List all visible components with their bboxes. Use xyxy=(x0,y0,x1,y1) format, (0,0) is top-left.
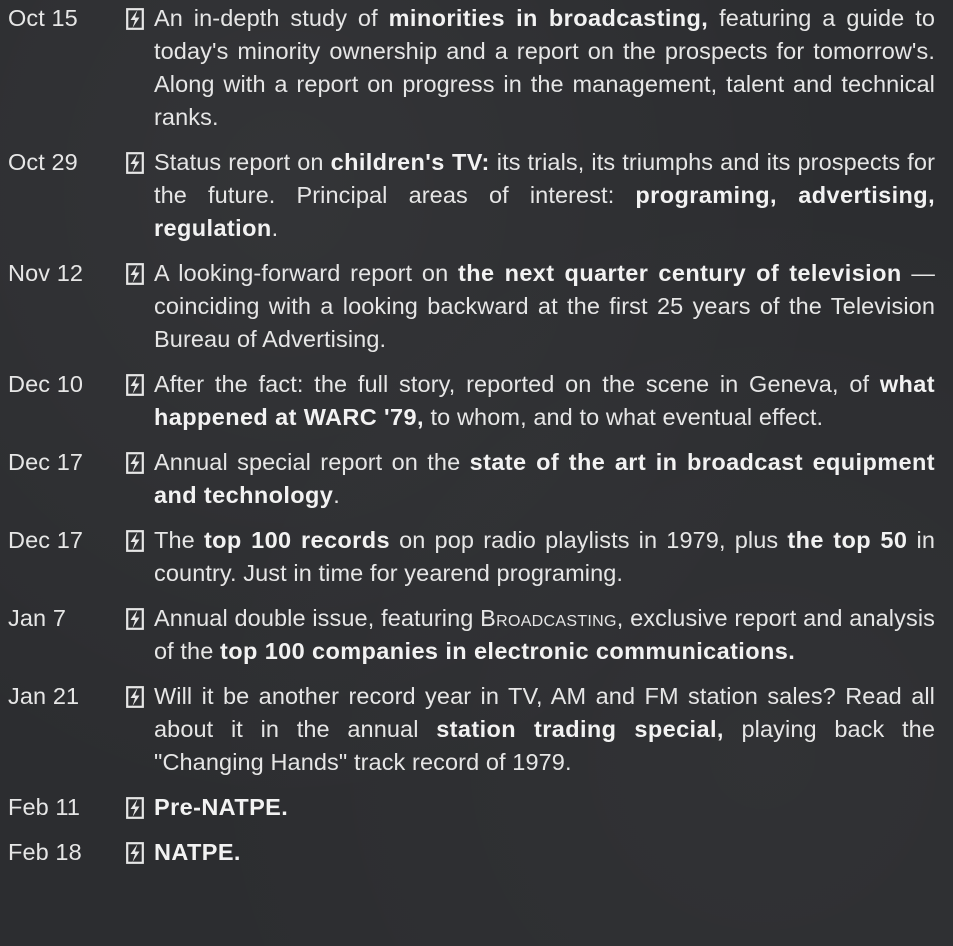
lightning-box-icon xyxy=(126,257,154,290)
entry-highlight: state of the art in broadcast equipment and technology xyxy=(154,449,935,508)
entry-text: — coinciding with a looking backward at the first 25 years of the Television Bureau of Advertising. xyxy=(154,260,935,352)
entry-description xyxy=(154,680,935,779)
entry-date: Dec 10 xyxy=(8,371,84,397)
entry-text: The xyxy=(154,527,204,553)
entry-highlight: children's TV: xyxy=(330,149,490,175)
entry-description xyxy=(154,257,935,356)
entry-description xyxy=(154,446,935,512)
lightning-box-icon xyxy=(126,368,154,401)
entry-text: Will it be another record year in TV, AM and FM station sales? Read all about it in the annual xyxy=(154,683,935,742)
entry-description xyxy=(154,836,935,869)
entry-text: . xyxy=(271,215,279,241)
entry-text: , exclusive report and analysis of the xyxy=(154,605,935,664)
entry-highlight: the next quarter century of television xyxy=(458,260,902,286)
lightning-box-icon xyxy=(126,2,154,35)
entry-highlight: minorities in broadcasting, xyxy=(388,5,709,31)
entry-highlight: Pre-NATPE. xyxy=(154,794,289,820)
entry-highlight: the top 50 xyxy=(787,527,908,553)
schedule-entry xyxy=(8,2,935,134)
entry-date: Nov 12 xyxy=(8,260,84,286)
entry-text: After the fact: the full story, reported on the scene in Geneva, of xyxy=(154,371,880,397)
lightning-box-icon xyxy=(126,524,154,557)
entry-text: featuring a guide to today's minority ownership and a report on the prospects for tomorrow's. Along with a report on progress in the management, talent and technical ranks. xyxy=(154,5,936,130)
entry-text: its trials, its triumphs and its prospects for the future. Principal areas of interest: xyxy=(154,149,935,208)
entry-description xyxy=(154,368,935,434)
schedule-entry xyxy=(8,368,935,434)
entry-text: Status report on xyxy=(154,149,331,175)
entry-text: Annual double issue, featuring xyxy=(154,605,481,631)
entry-text: . xyxy=(333,482,340,508)
entry-description xyxy=(154,2,935,134)
entry-description xyxy=(154,791,935,824)
schedule-list xyxy=(8,2,935,869)
entry-date: Dec 17 xyxy=(8,527,84,553)
entry-date: Oct 29 xyxy=(8,149,78,175)
entry-date: Dec 17 xyxy=(8,449,84,475)
entry-text: in country. Just in time for yearend programing. xyxy=(154,527,935,586)
entry-highlight: station trading special, xyxy=(436,716,724,742)
entry-text: Annual special report on the xyxy=(154,449,470,475)
entry-text: An in-depth study of xyxy=(154,5,389,31)
entry-text: Broadcasting xyxy=(480,605,617,631)
schedule-entry xyxy=(8,257,935,356)
schedule-entry xyxy=(8,146,935,245)
lightning-box-icon xyxy=(126,602,154,635)
entry-text: to whom, and to what eventual effect. xyxy=(423,404,824,430)
lightning-box-icon xyxy=(126,836,154,869)
schedule-entry xyxy=(8,446,935,512)
entry-highlight: top 100 companies in electronic communications. xyxy=(220,638,796,664)
entry-date: Oct 15 xyxy=(8,5,78,31)
lightning-box-icon xyxy=(126,146,154,179)
entry-highlight: top 100 records xyxy=(203,527,390,553)
entry-date: Jan 21 xyxy=(8,683,80,709)
entry-text: A looking-forward report on xyxy=(154,260,459,286)
schedule-entry xyxy=(8,524,935,590)
entry-text: playing back the "Changing Hands" track record of 1979. xyxy=(154,716,935,775)
schedule-entry xyxy=(8,602,935,668)
entry-description xyxy=(154,602,935,668)
entry-date: Jan 7 xyxy=(8,605,66,631)
entry-highlight: what happened at WARC '79, xyxy=(154,371,935,430)
schedule-entry xyxy=(8,791,935,824)
entry-highlight: NATPE. xyxy=(154,839,241,865)
lightning-box-icon xyxy=(126,680,154,713)
entry-date: Feb 18 xyxy=(8,839,82,865)
entry-highlight: programing, advertising, regulation xyxy=(154,182,935,241)
lightning-box-icon xyxy=(126,791,154,824)
entry-description xyxy=(154,146,935,245)
schedule-entry xyxy=(8,836,935,869)
entry-date: Feb 11 xyxy=(8,794,81,820)
schedule-entry xyxy=(8,680,935,779)
entry-text: on pop radio playlists in 1979, plus xyxy=(389,527,788,553)
lightning-box-icon xyxy=(126,446,154,479)
entry-description xyxy=(154,524,935,590)
